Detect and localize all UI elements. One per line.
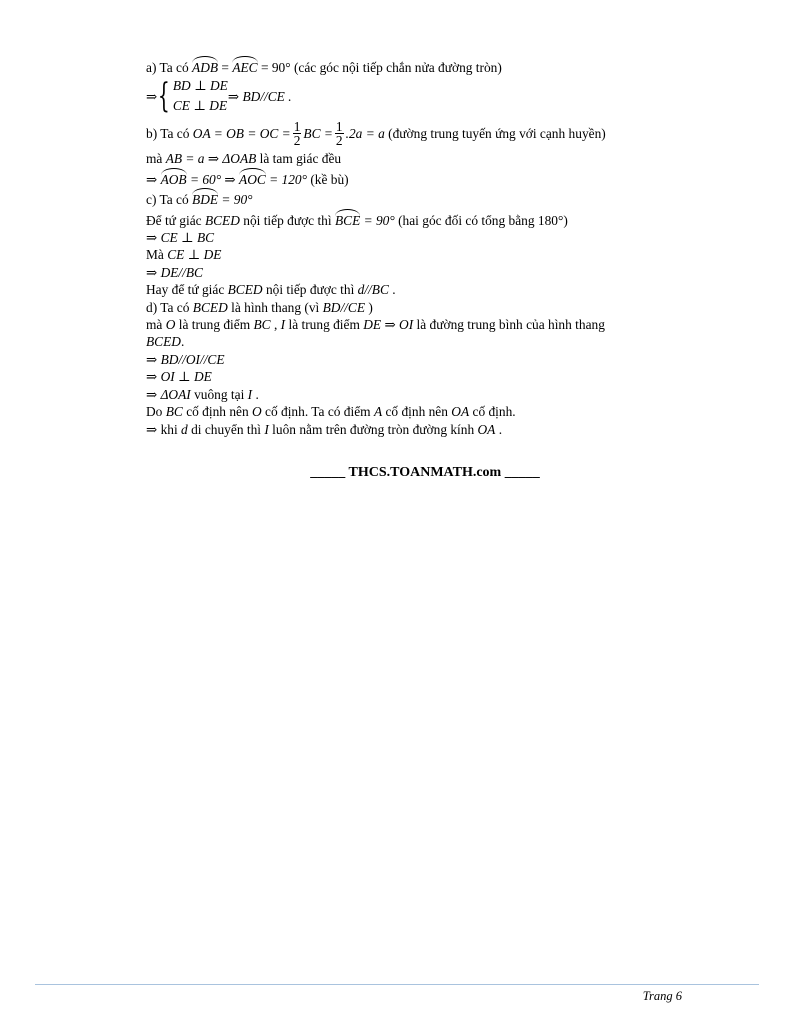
math: BC [165,404,183,420]
equation-system [157,76,228,116]
brace-icon: { [158,76,171,117]
text: d) Ta có [146,299,193,315]
text: = [218,60,233,75]
math: BCED [227,282,263,298]
implies-symbol: ⇒ [146,171,161,187]
text: . [388,282,396,298]
math: A [373,404,383,420]
text: là hình thang (vì [227,299,323,315]
math: OA = OB = OC = [192,125,291,141]
line-system [146,76,706,116]
math: d//BC [357,282,389,298]
note: (các góc nội tiếp chắn nửa đường tròn) [290,60,502,75]
math: = 60° ⇒ [186,171,240,187]
text: mà [146,151,166,167]
math: I [247,386,253,402]
line-15: ⇒ BD//OI//CE [146,351,225,367]
text: Hay để tứ giác [146,282,228,298]
math: O [252,404,262,420]
angle-bde: BDE [192,188,218,208]
angle-aob: AOB [161,168,187,188]
text: . [180,334,185,350]
footer-divider [35,984,759,985]
text: . [252,386,259,402]
line-d [146,299,706,316]
math: BCED [204,212,240,228]
math: BD//CE [322,299,366,315]
line-8: ⇒ CE ⊥ BC [146,230,215,246]
math: .2a = a [345,125,385,141]
page-number: Trang 6 [642,989,682,1003]
text: nội tiếp được thì [262,282,358,298]
denominator: 2 [293,132,301,148]
text: là trung điểm [175,317,254,333]
angle-bce: BCE [335,209,360,229]
text: b) Ta có [146,125,190,141]
line-c [146,188,706,208]
brand-footer: _____ THCS.TOANMATH.com _____ [310,465,540,480]
text: Do [146,404,166,420]
line-16: ⇒ OI ⊥ DE [146,369,212,385]
text: cố định nên [382,404,452,420]
math: OI [399,317,414,333]
line-11 [146,281,706,298]
line-a [146,56,706,76]
line-19 [146,421,706,438]
math: BCED [192,299,228,315]
result: ⇒ BD//CE . [227,88,292,104]
numerator: 1 [335,118,343,134]
line-18 [146,403,706,420]
note: (kề bù) [307,171,349,187]
system-row: BD ⊥ DE [172,78,228,94]
line-13 [146,316,706,333]
denominator: 2 [335,132,343,148]
text: a) Ta có [146,60,193,75]
math: = 90° [218,192,253,208]
math: CE ⊥ DE [167,247,222,263]
text: vuông tại [190,386,248,402]
math: d [181,421,188,437]
math: DE [363,317,382,333]
text: nội tiếp được thì [239,212,335,228]
fraction [293,120,302,147]
text: Mà [146,247,168,263]
text: , [270,317,281,333]
text: ) [365,299,373,315]
math: = 120° [265,171,307,187]
math: = 90° [360,212,395,228]
angle-aoc: AOC [239,168,266,188]
text: cố định. Ta có điểm [261,404,374,420]
math: BC = [303,125,333,141]
system-row: CE ⊥ DE [172,98,228,114]
math: I [280,317,286,333]
line-7 [146,209,706,229]
line-9 [146,246,706,263]
line-17 [146,386,706,403]
text: là tam giác đều [256,151,342,167]
note: (đường trung tuyến ứng với cạnh huyền) [388,125,606,141]
line-14 [146,333,706,350]
numerator: 1 [293,118,301,134]
math: BCED [146,334,181,350]
line-10: ⇒ DE//BC [146,264,203,280]
math: OA [477,421,496,437]
angle-aec: AEC [232,56,257,76]
math: ΔOAI [160,386,191,402]
line-4 [146,150,706,167]
system-rows [173,76,228,116]
line-5 [146,168,706,188]
text: = 90° [257,60,291,75]
text: là đường trung bình của hình thang [413,317,605,333]
text: di chuyển thì [187,421,265,437]
math: BC [253,317,271,333]
solution-body [146,56,706,438]
math: I [264,421,269,437]
text: . [495,421,503,437]
note: (hai góc đối có tổng bằng 180°) [394,212,568,228]
fraction [335,120,344,147]
math: OA [451,404,470,420]
text: Để tứ giác [146,212,205,228]
implies-symbol: ⇒ [146,88,158,104]
text: ⇒ [381,317,400,333]
text: ⇒ [146,386,161,402]
text: ⇒ khi [146,421,182,437]
text: c) Ta có [146,192,193,208]
text: luôn nằm trên đường tròn đường kính [268,421,478,437]
text: là trung điểm [285,317,364,333]
angle-adb: ADB [192,56,218,76]
math: AB = a ⇒ ΔOAB [165,151,257,167]
line-b [146,116,706,150]
text: cố định nên [182,404,253,420]
text: mà [146,317,166,333]
text: cố định. [469,404,516,420]
math: O [165,317,176,333]
